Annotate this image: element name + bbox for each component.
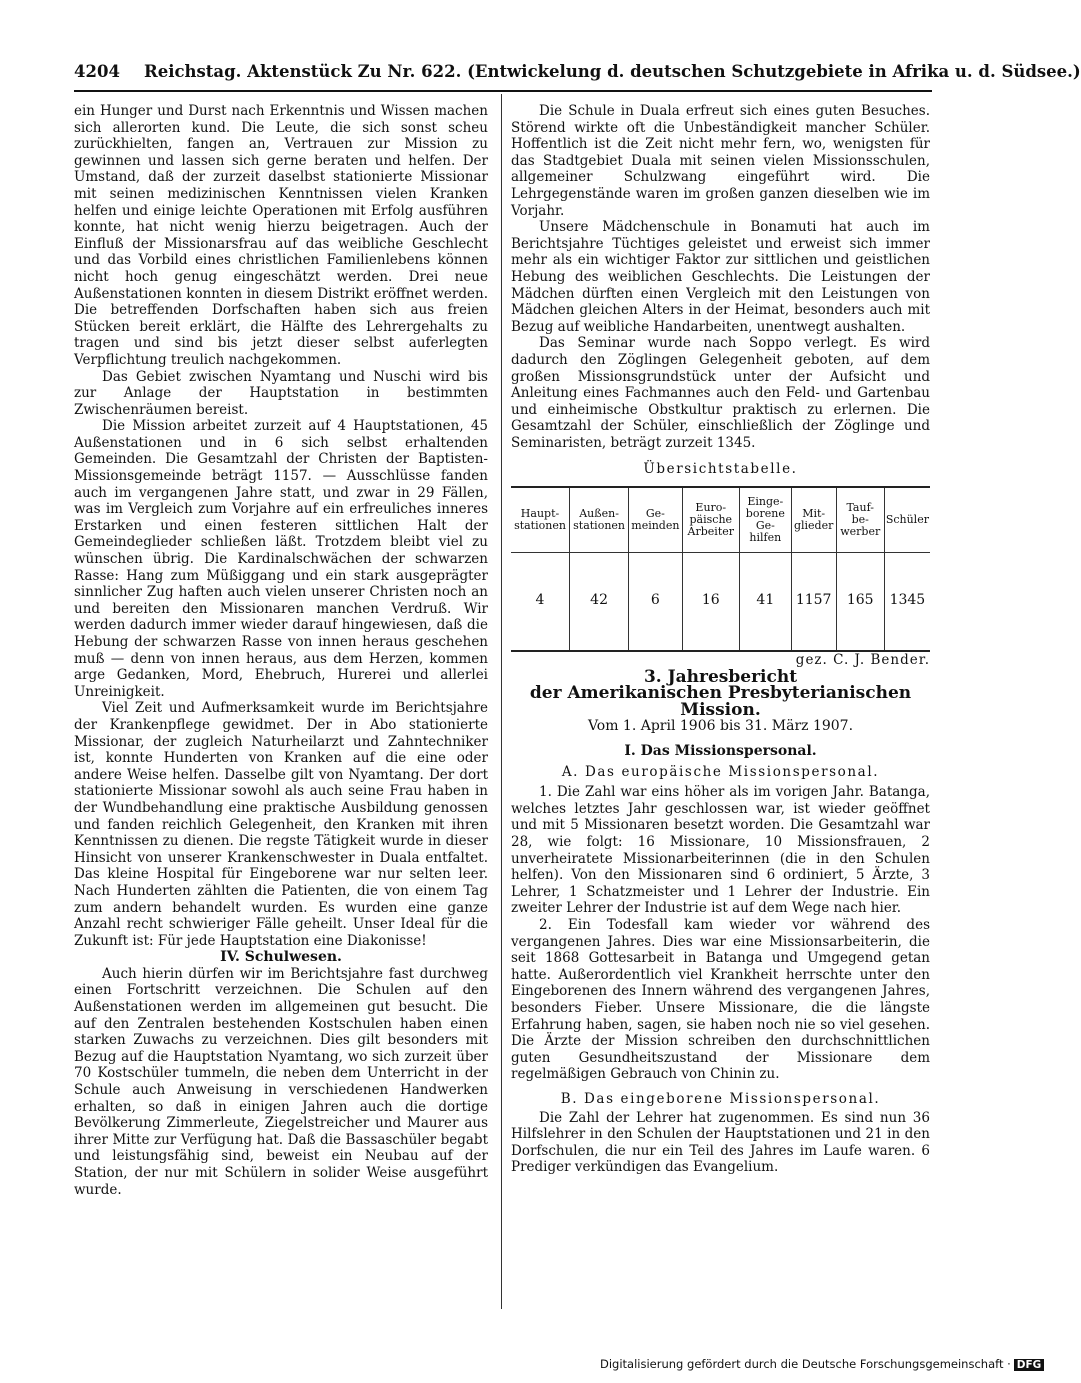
table-header-cell: Ge- meinden [629,487,682,553]
paragraph: Das Gebiet zwischen Nyamtang und Nuschi wird bis zur Anlage der Hauptstation in bestimmten Zwischenräumen bereist. [74,368,488,418]
section-heading: I. Das Missionspersonal. [624,743,817,760]
footer-text: Digitalisierung gefördert durch die Deutsche Forschungsgemeinschaft · [600,1357,1011,1371]
subsection-heading: A. Das europäische Missionspersonal. [561,763,880,780]
paragraph: Die Mission arbeitet zurzeit auf 4 Hauptstationen, 45 Außenstationen und in 6 sich selbst erhaltenden Gemeinden. Die Gesamtzahl der Christen der Baptisten-Missionsgemeinde beträgt 1157. — Ausschlüsse fanden auch im vergangenen Jahre statt, und zwar in 29 Fällen, was im Vergleich zum Vorjahre auf ein erfreuliches inneres Erstarken und einen festeren sittlichen Halt der Gemeindeglieder schließen läßt. Trotzdem bleibt viel zu wünschen übrig. Die Kardinalschwächen der schwarzen Rasse: Hang zum Müßiggang und ein stark ausgeprägter sinnlicher Zug haften auch vielen unserer Christen noch an und bereiten den Missionaren manchen Verdruß. Wir werden dadurch immer wieder darauf hingewiesen, daß die Hebung der schwarzen Rasse von innen heraus geschehen muß — denn von innen heraus, aus dem Herzen, kommen arge Gedanken, Mord, Ehebruch, Hurerei und allerlei Unreinigkeit. [74,418,488,700]
paragraph: Die Zahl der Lehrer hat zugenommen. Es sind nun 36 Hilfslehrer in den Schulen der Hauptstationen und 21 in den Dorfschulen, die nur ein Teil des Jahres im Laufe waren. 6 Prediger verkündigen das Evangelium. [511,1109,930,1176]
paragraph: 2. Ein Todesfall kam wieder vor während des vergangenen Jahres. Dies war eine Missionsarbeiterin, die seit 1868 Gottesarbeit in Batanga und Umgegend getan hatte. Außerordentlich viel Krankheit herrschte unter den Eingeborenen des Innern während des vergangenen Jahres, besonders Fieber. Unsere Missionare, die die längste Erfahrung haben, sagen, sie haben noch nie so viel gesehen. Die Ärzte der Mission schreiben den durchschnittlichen guten Gesundheitszustand der Missionare dem regelmäßigen Gebrauch von Chinin zu. [511,916,930,1083]
subsection-heading: B. Das eingeborene Missionspersonal. [560,1090,881,1107]
column-divider [501,94,502,1309]
table-header-cell: Haupt- stationen [511,487,570,553]
footer [600,1357,1042,1375]
table-cell: 6 [629,553,682,652]
running-title: Reichstag. Aktenstück Zu Nr. 622. (Entwickelung d. deutschen Schutzgebiete in Afrika u. d. Südsee.) [144,62,1081,81]
table-header-cell: Mit- glieder [791,487,836,553]
page-header [74,62,1081,88]
table-header-cell: Euro- päische Arbeiter [682,487,739,553]
paragraph: Auch hierin dürfen wir im Berichtsjahre fast durchweg einen Fortschritt verzeichnen. Die Schulen auf den Außenstationen werden im allgemeinen gut besucht. Die auf den Zentralen bestehenden Kostschulen haben einen starken Zuwachs zu verzeichnen. Dies gilt besonders mit Bezug auf die Hauptstation Nyamtang, wo sich zurzeit über 70 Kostschüler tummeln, die neben dem Unterricht in der Schule auch Anweisung in verschiedenen Handwerken erhalten, so daß in einigen Jahren auch die dortige Bevölkerung Zimmerleute, Ziegelstreicher und Maurer aus ihrer Mitte zur Verfügung hat. Daß die Bassaschüler begabt und leistungsfähig sind, beweist ein Neubau auf der Station, der nur mit Schülern in solider Weise ausgeführt wurde. [74,965,488,1198]
paragraph: Viel Zeit und Aufmerksamkeit wurde im Berichtsjahre der Krankenpflege gewidmet. Der in Abo stationierte Missionar, der zugleich Naturheilarzt und Zahntechniker ist, konnte Hunderten von Kranken auf die eine oder andere Weise helfen. Dasselbe gilt von Nyamtang. Der dort stationierte Missionar sowohl als auch seine Frau haben in der Wundbehandlung eine praktische Ausbildung genossen und fanden reichlich Gelegenheit, den Kranken mit ihren Kenntnissen zu dienen. Die regste Tätigkeit wurde in dieser Hinsicht von unserer Krankenschwester in Duala entfaltet. Das kleine Hospital für Eingeborene war nur selten leer. Nach Hunderten zählten die Patienten, die von einem Tag zum andern behandelt wurden. Es wurden eine ganze Anzahl recht schwieriger Fälle geheilt. Unser Ideal für die Zukunft ist: Für jede Hauptstation eine Diakonisse! [74,700,488,949]
table-cell: 16 [682,553,739,652]
table-cell: 41 [739,553,791,652]
table-header-row [511,487,930,553]
table-header-cell: Tauf- be- werber [836,487,884,553]
table-header-cell: Außen- stationen [570,487,629,553]
table-cell: 1345 [884,553,930,652]
table-header-cell: Schüler [884,487,930,553]
table-header-cell: Einge- borene Ge- hilfen [739,487,791,553]
paragraph: Die Schule in Duala erfreut sich eines guten Besuches. Störend wirkte oft die Unbeständigkeit mancher Schüler. Hoffentlich ist die Zeit nicht mehr fern, wo, wenigsten für das Stadtgebiet Duala mit seinen vielen Missionsschulen, allgemeiner Schulzwang eingeführt wird. Die Lehrgegenstände waren im großen ganzen dieselben wie im Vorjahr. [511,103,930,219]
header-rule [74,90,932,92]
report-number: 3. Jahresbericht [643,666,798,687]
paragraph: ein Hunger und Durst nach Erkenntnis und Wissen machen sich allerorten kund. Die Leute, die sich sonst scheu zurückhielten, fangen an, Vertrauen zur Mission zu gewinnen und lassen sich gerne beraten und helfen. Der Umstand, daß der zurzeit daselbst stationierte Missionar mit seinen medizinischen Kenntnissen vielen Kranken helfen und einige leichte Operationen mit Erfolg ausführen konnte, hat nicht wenig hierzu beigetragen. Auch der Einfluß der Missionarsfrau auf das weibliche Geschlecht und das Vorbild eines christlichen Familienlebens können nicht hoch genug eingeschätzt werden. Drei neue Außenstationen konnten in diesem Distrikt eröffnet werden. Die betreffenden Dorfschaften haben sich aus freien Stücken bereit erklärt, die Hälfte des Lehrergehalts zu tragen und sind bis jetzt dieser selbst auferlegten Verpflichtung treulich nachgekommen. [74,103,488,368]
paragraph: 1. Die Zahl war eins höher als im vorigen Jahr. Batanga, welches letztes Jahr geschlossen war, ist wieder geöffnet und mit 5 Missionaren besetzt worden. Die Gesamtzahl war 28, wie folgt: 16 Missionare, 10 Missionsfrauen, 2 unverheiratete Missionarbeiterinnen (die in den Schulen helfen). Von den Missionaren sind 6 ordiniert, 5 Ärzte, 3 Lehrer, 1 Schatzmeister und 1 Lehrer der Industrie. Ein zweiter Lehrer der Industrie ist auf dem Wege nach hier. [511,784,930,917]
dfg-logo: DFG [1014,1359,1045,1371]
report-date: Vom 1. April 1906 bis 31. März 1907. [587,718,854,735]
table-cell: 42 [570,553,629,652]
overview-table [511,486,930,652]
table-caption: Übersichtstabelle. [643,461,798,478]
left-column [74,103,488,1198]
page-number: 4204 [74,62,120,81]
table-cell: 1157 [791,553,836,652]
table-row [511,553,930,652]
section-heading: IV. Schulwesen. [220,949,342,966]
paragraph: Unsere Mädchenschule in Bonamuti hat auch im Berichtsjahre Tüchtiges geleistet und erweist sich immer mehr als ein wichtiger Faktor zur sittlichen und geistlichen Hebung des weiblichen Geschlechts. Die Leistungen der Mädchen dürften einen Vergleich mit den Leistungen von Mädchen gleichen Alters in der Heimat, besonders auch mit Bezug auf weibliche Handarbeiten, unentwegt aushalten. [511,219,930,335]
report-title: der Amerikanischen Presbyterianischen Mission. [529,683,912,720]
signature: gez. C. J. Bender. [795,652,930,669]
paragraph: Das Seminar wurde nach Soppo verlegt. Es wird dadurch den Zöglingen Gelegenheit geboten, auf dem großen Missionsgrundstück unter der Aufsicht und Anleitung eines Fachmannes auch den Feld- und Gartenbau und einheimische Obstkultur praktisch zu erlernen. Die Gesamtzahl der Schüler, einschließlich der Zöglinge und Seminaristen, beträgt zurzeit 1345. [511,335,930,451]
right-column [511,103,930,1176]
table-cell: 165 [836,553,884,652]
table-cell: 4 [511,553,570,652]
